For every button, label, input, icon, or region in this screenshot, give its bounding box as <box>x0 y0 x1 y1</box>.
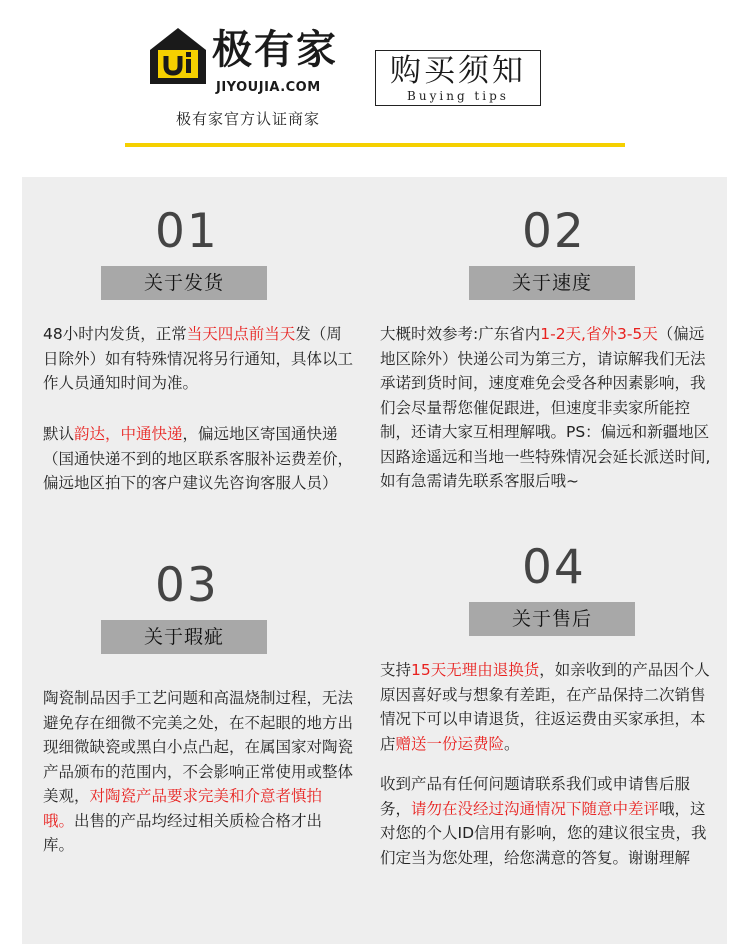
body-text: 发（周日除外）如有特殊情况将另行通知，具体以工作人员通知时间为准。 <box>43 325 354 392</box>
after-sales-paragraph-1 <box>380 658 715 756</box>
highlight-text: 1-2天,省外3-5天 <box>540 325 658 343</box>
shipping-paragraph-2 <box>43 422 353 496</box>
section-number-02: 02 <box>522 204 586 259</box>
highlight-text: 赠送一份运费险 <box>395 734 505 753</box>
brand-url: JIYOUJIA.COM <box>216 80 321 95</box>
shipping-paragraph-1 <box>43 322 353 396</box>
body-text: 大概时效参考:广东省内 <box>380 325 541 343</box>
body-text: 默认 <box>43 425 75 443</box>
section-title-flaws: 关于瑕疵 <box>101 620 267 654</box>
brand-subtitle: 极有家官方认证商家 <box>176 110 321 128</box>
highlight-text: 当天四点前当天 <box>186 325 296 343</box>
section-number-03: 03 <box>155 558 219 613</box>
section-number-01: 01 <box>155 204 219 259</box>
tips-title-en: Buying tips <box>407 89 509 103</box>
tips-title-cn: 购买须知 <box>390 53 526 89</box>
after-sales-paragraph-2 <box>380 772 715 870</box>
flaws-paragraph <box>43 686 353 858</box>
body-text: （偏远地区除外）快递公司为第三方，请谅解我们无法承诺到货时间，速度难免会受各种因素影响，我们会尽量帮您催促跟进，但速度非卖家所能控制，还请大家互相理解哦。PS：偏远和新疆地区因路途遥远和当地一些特殊情况会延长派送时间,如有急需请先联系客服后哦~ <box>380 325 711 490</box>
buying-tips-badge <box>375 50 541 106</box>
highlight-text: 韵达，中通快递 <box>74 425 183 443</box>
highlight-text: 请勿在没经过沟通情况下随意中差评 <box>411 799 660 818</box>
highlight-text: 15天无理由退换货 <box>411 661 540 679</box>
highlight-text: 对陶瓷产品要求完美和介意者慎拍哦。 <box>43 787 323 830</box>
body-text: 支持 <box>380 661 412 679</box>
header <box>0 0 750 180</box>
body-text: ，如亲收到的产品因个人原因喜好或与想象有差距，在产品保持二次销售情况下可以申请退货，往返运费由买家承担，本店 <box>380 661 710 753</box>
body-text: 48小时内发货，正常 <box>43 325 187 343</box>
speed-paragraph <box>380 322 715 494</box>
brand-name: 极有家 <box>212 27 338 73</box>
body-text: 。 <box>504 734 520 753</box>
divider-line <box>125 143 625 147</box>
body-text: ，偏远地区寄国通快递（国通快递不到的地区联系客服补运费差价，偏远地区拍下的客户建议先咨询客服人员） <box>43 425 354 492</box>
section-title-speed: 关于速度 <box>469 266 635 300</box>
body-text: 哦，这对您的个人ID信用有影响，您的建议很宝贵，我们定当为您处理，给您满意的答复。谢谢理解 <box>380 799 707 867</box>
body-text: 出售的产品均经过相关质检合格才出库。 <box>43 811 323 854</box>
section-number-04: 04 <box>522 540 586 595</box>
section-title-shipping: 关于发货 <box>101 266 267 300</box>
body-text: 收到产品有任何问题请联系我们或申请售后服务， <box>380 775 691 818</box>
jiyoujia-logo-icon <box>148 26 208 86</box>
section-title-after-sales: 关于售后 <box>469 602 635 636</box>
body-text: 陶瓷制品因手工艺问题和高温烧制过程，无法避免存在细微不完美之处，在不起眼的地方出现细微缺瓷或黑白小点凸起，在属国家对陶瓷产品颁布的范围内，不会影响正常使用或整体美观， <box>43 689 354 805</box>
